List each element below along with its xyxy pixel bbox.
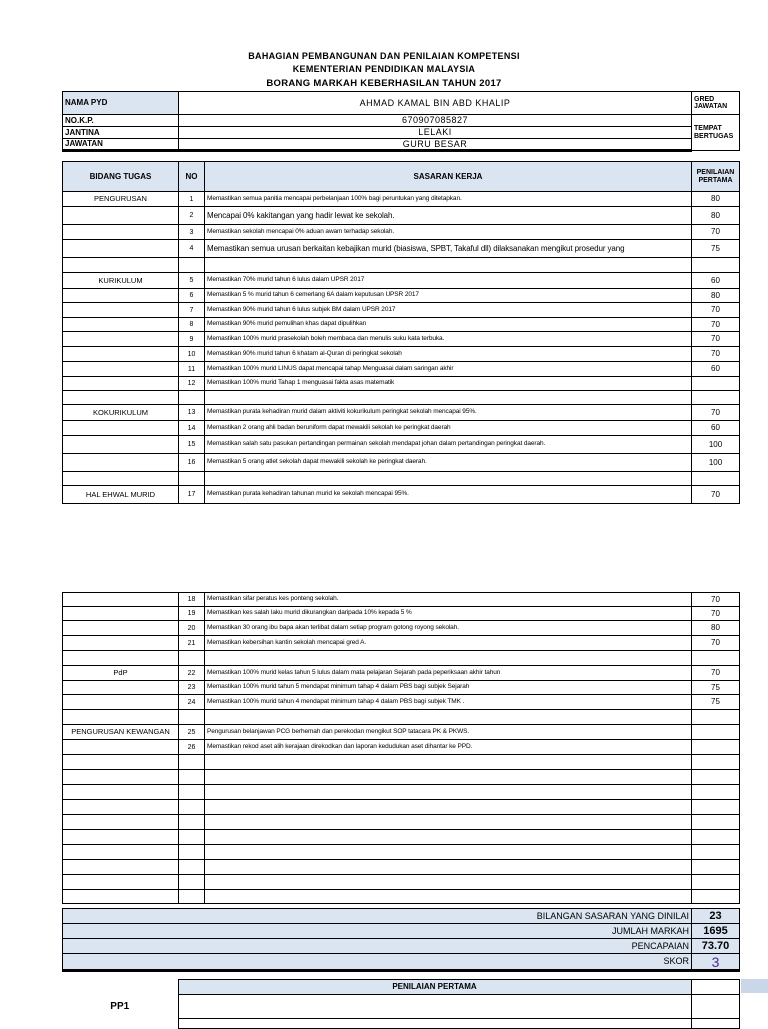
mark-cell: 60 bbox=[692, 421, 740, 436]
table-row bbox=[63, 815, 740, 830]
bidang-cell: KURIKULUM bbox=[63, 273, 179, 289]
sasaran-cell: Memastikan purata kehadiran tahunan murid ke sekolah mencapai 95%. bbox=[205, 486, 692, 504]
no-cell: 13 bbox=[179, 405, 205, 421]
no-cell: 14 bbox=[179, 421, 205, 436]
no-cell: 21 bbox=[179, 636, 205, 651]
sasaran-cell bbox=[205, 770, 692, 785]
bidang-cell bbox=[63, 860, 179, 875]
mark-cell: 70 bbox=[692, 666, 740, 681]
sasaran-cell: Memastikan 100% murid LINUS dapat mencapai tahap Menguasai dalam saringan akhir bbox=[205, 362, 692, 377]
sasaran-cell: Memastikan 90% murid tahun 6 lulus subjek BM dalam UPSR 2017 bbox=[205, 303, 692, 318]
footer-penilaian-label: PENILAIAN PERTAMA bbox=[178, 980, 691, 995]
mark-cell bbox=[692, 651, 740, 666]
no-cell: 20 bbox=[179, 621, 205, 636]
no-cell: 16 bbox=[179, 454, 205, 472]
no-cell bbox=[179, 472, 205, 486]
sasaran-cell: Memastikan 100% murid tahun 4 mendapat minimum tahap 4 dalam PBS bagi subjek TMK . bbox=[205, 695, 692, 710]
table-row bbox=[63, 289, 740, 303]
footer-penilaian-cell bbox=[691, 980, 739, 995]
bidang-cell: PENGURUSAN bbox=[63, 192, 179, 207]
table-row bbox=[63, 636, 740, 651]
no-cell bbox=[179, 830, 205, 845]
no-cell: 23 bbox=[179, 681, 205, 695]
no-cell: 3 bbox=[179, 225, 205, 240]
table-row bbox=[63, 845, 740, 860]
sasaran-cell: Pengurusan belanjawan PCG berhemah dan perekodan mengikut SOP tatacara PK & PKWS. bbox=[205, 725, 692, 740]
no-cell: 1 bbox=[179, 192, 205, 207]
table-row bbox=[63, 770, 740, 785]
no-cell bbox=[179, 755, 205, 770]
info-table bbox=[62, 91, 740, 152]
sasaran-cell: Memastikan kebersihan kantin sekolah mencapai gred A. bbox=[205, 636, 692, 651]
mark-cell: 70 bbox=[692, 593, 740, 607]
table-row bbox=[63, 607, 740, 621]
sasaran-cell bbox=[205, 258, 692, 273]
bidang-cell bbox=[63, 845, 179, 860]
sasaran-cell bbox=[205, 815, 692, 830]
sasaran-cell: Memastikan 70% murid tahun 6 lulus dalam UPSR 2017 bbox=[205, 273, 692, 289]
sasaran-cell bbox=[205, 875, 692, 890]
bidang-cell bbox=[63, 436, 179, 454]
sasaran-cell: Memastikan purata kehadiran murid dalam aktiviti kokurikulum peringkat sekolah mencapai 95%. bbox=[205, 405, 692, 421]
table-row bbox=[63, 860, 740, 875]
sasaran-cell: Memastikan kes salah laku murid dikurangkan daripada 10% kepada 5 % bbox=[205, 607, 692, 621]
header-line-1: BAHAGIAN PEMBANGUNAN DAN PENILAIAN KOMPETENSI bbox=[248, 51, 520, 61]
sasaran-cell: Memastikan 30 orang ibu bapa akan terlibat dalam setiap program gotong royong sekolah. bbox=[205, 621, 692, 636]
no-cell: 5 bbox=[179, 273, 205, 289]
sasaran-cell: Memastikan 100% murid tahun 5 mendapat minimum tahap 4 dalam PBS bagi subjek Sejarah bbox=[205, 681, 692, 695]
col-no: NO bbox=[179, 162, 205, 192]
mark-cell: 70 bbox=[692, 347, 740, 362]
mark-cell: 70 bbox=[692, 486, 740, 504]
no-cell: 25 bbox=[179, 725, 205, 740]
table-row bbox=[63, 593, 740, 607]
mark-cell: 75 bbox=[692, 681, 740, 695]
jantina-value: LELAKI bbox=[179, 127, 692, 139]
bidang-cell: KOKURIKULUM bbox=[63, 405, 179, 421]
mark-cell bbox=[692, 391, 740, 405]
skor-value: 3 bbox=[692, 954, 740, 971]
sasaran-cell bbox=[205, 800, 692, 815]
no-cell: 18 bbox=[179, 593, 205, 607]
table-row bbox=[63, 472, 740, 486]
sasaran-cell bbox=[205, 391, 692, 405]
jantina-label: JANTINA bbox=[63, 127, 179, 139]
mark-cell bbox=[692, 377, 740, 391]
sasaran-cell bbox=[205, 830, 692, 845]
table-row bbox=[63, 258, 740, 273]
no-cell: 6 bbox=[179, 289, 205, 303]
pencapaian-value: 73.70 bbox=[692, 939, 740, 954]
bidang-cell bbox=[63, 332, 179, 347]
bidang-cell bbox=[63, 377, 179, 391]
no-cell: 9 bbox=[179, 332, 205, 347]
sasaran-table-part2 bbox=[62, 592, 740, 904]
jawatan-value: GURU BESAR bbox=[179, 139, 692, 151]
table-row bbox=[63, 405, 740, 421]
bidang-cell bbox=[63, 318, 179, 332]
table-row bbox=[63, 303, 740, 318]
no-cell bbox=[179, 800, 205, 815]
bidang-cell bbox=[63, 240, 179, 258]
nokp-value: 670907085827 bbox=[179, 115, 692, 127]
no-cell bbox=[179, 875, 205, 890]
table-row bbox=[63, 486, 740, 504]
mark-cell bbox=[692, 860, 740, 875]
no-cell bbox=[179, 770, 205, 785]
nama-label: NAMA PYD bbox=[63, 92, 179, 115]
table-row bbox=[63, 347, 740, 362]
mark-cell: 75 bbox=[692, 240, 740, 258]
mark-cell: 80 bbox=[692, 289, 740, 303]
bidang-cell bbox=[63, 830, 179, 845]
mark-cell bbox=[692, 875, 740, 890]
sasaran-cell: Memastikan 5 orang atlet sekolah dapat mewakili sekolah ke peringkat daerah. bbox=[205, 454, 692, 472]
table-row bbox=[63, 240, 740, 258]
sasaran-cell bbox=[205, 710, 692, 725]
mark-cell bbox=[692, 800, 740, 815]
mark-cell: 100 bbox=[692, 436, 740, 454]
bidang-cell bbox=[63, 454, 179, 472]
summary-table bbox=[62, 908, 740, 972]
no-cell: 4 bbox=[179, 240, 205, 258]
table-row bbox=[63, 621, 740, 636]
table-row bbox=[63, 681, 740, 695]
mark-cell bbox=[692, 845, 740, 860]
pencapaian-label: PENCAPAIAN bbox=[63, 939, 692, 954]
mark-cell: 80 bbox=[692, 621, 740, 636]
mark-cell: 70 bbox=[692, 636, 740, 651]
bidang-cell bbox=[63, 740, 179, 755]
no-cell: 2 bbox=[179, 207, 205, 225]
mark-cell: 80 bbox=[692, 192, 740, 207]
pp1-label: PP1 bbox=[110, 1000, 130, 1012]
table-row bbox=[63, 421, 740, 436]
table-row bbox=[63, 362, 740, 377]
nama-value: AHMAD KAMAL BIN ABD KHALIP bbox=[179, 92, 692, 115]
sasaran-cell: Memastikan 100% murid Tahap 1 menguasai fakta asas matematik bbox=[205, 377, 692, 391]
mark-cell bbox=[692, 830, 740, 845]
table-row bbox=[63, 800, 740, 815]
table-row bbox=[63, 454, 740, 472]
pp1-cell bbox=[178, 995, 691, 1019]
sasaran-cell bbox=[205, 472, 692, 486]
no-cell: 11 bbox=[179, 362, 205, 377]
sasaran-cell: Memastikan 90% murid pemulihan khas dapat dipulihkan bbox=[205, 318, 692, 332]
bidang-cell bbox=[63, 755, 179, 770]
sasaran-cell bbox=[205, 755, 692, 770]
side-tab[interactable] bbox=[741, 979, 768, 993]
bidang-cell bbox=[63, 289, 179, 303]
table-row bbox=[63, 391, 740, 405]
no-cell: 17 bbox=[179, 486, 205, 504]
bidang-cell bbox=[63, 621, 179, 636]
bidang-cell: PdP bbox=[63, 666, 179, 681]
header-line-3: BORANG MARKAH KEBERHASILAN TAHUN 2017 bbox=[266, 78, 502, 89]
table-row bbox=[63, 740, 740, 755]
sasaran-cell: Memastikan 90% murid tahun 6 khatam al-Quran di peringkat sekolah bbox=[205, 347, 692, 362]
bidang-cell bbox=[63, 710, 179, 725]
sasaran-table-part1 bbox=[62, 161, 740, 504]
table-row bbox=[63, 192, 740, 207]
sasaran-cell: Memastikan 100% murid prasekolah boleh membaca dan menulis suku kata terbuka. bbox=[205, 332, 692, 347]
sasaran-cell: Memastikan 5 % murid tahun 6 cemerlang 6A dalam keputusan UPSR 2017 bbox=[205, 289, 692, 303]
table-row bbox=[63, 207, 740, 225]
table-row bbox=[63, 436, 740, 454]
no-cell: 24 bbox=[179, 695, 205, 710]
sasaran-cell bbox=[205, 890, 692, 904]
table-row bbox=[63, 875, 740, 890]
mark-cell: 70 bbox=[692, 332, 740, 347]
mark-cell bbox=[692, 710, 740, 725]
mark-cell: 75 bbox=[692, 695, 740, 710]
bilangan-value: 23 bbox=[692, 909, 740, 924]
no-cell: 10 bbox=[179, 347, 205, 362]
table-row bbox=[63, 890, 740, 904]
bidang-cell bbox=[63, 391, 179, 405]
no-cell: 7 bbox=[179, 303, 205, 318]
gred-label: GRED JAWATAN bbox=[692, 92, 740, 115]
mark-cell bbox=[692, 258, 740, 273]
bidang-cell bbox=[63, 362, 179, 377]
mark-cell bbox=[692, 725, 740, 740]
bidang-cell bbox=[63, 890, 179, 904]
sasaran-cell: Memastikan salah satu pasukan pertandingan permainan sekolah mendapat johan dalam pertandingan peringkat daerah. bbox=[205, 436, 692, 454]
no-cell bbox=[179, 391, 205, 405]
bidang-cell bbox=[63, 258, 179, 273]
bidang-cell bbox=[63, 207, 179, 225]
mark-cell bbox=[692, 755, 740, 770]
table-row bbox=[63, 318, 740, 332]
bidang-cell bbox=[63, 770, 179, 785]
table-row bbox=[63, 377, 740, 391]
bidang-cell bbox=[63, 815, 179, 830]
no-cell: 8 bbox=[179, 318, 205, 332]
sasaran-cell: Memastikan sekolah mencapai 0% aduan awam terhadap sekolah. bbox=[205, 225, 692, 240]
sasaran-cell: Memastikan 2 orang ahli badan beruniform dapat mewakili sekolah ke peringkat daerah bbox=[205, 421, 692, 436]
no-cell bbox=[179, 860, 205, 875]
bidang-cell bbox=[63, 785, 179, 800]
jawatan-label: JAWATAN bbox=[63, 139, 179, 151]
bidang-cell bbox=[63, 636, 179, 651]
nokp-label: NO.K.P. bbox=[63, 115, 179, 127]
bidang-cell: PENGURUSAN KEWANGAN bbox=[63, 725, 179, 740]
col-penilaian: PENILAIAN PERTAMA bbox=[692, 162, 740, 192]
sasaran-cell bbox=[205, 651, 692, 666]
footer-blank bbox=[62, 980, 178, 995]
bidang-cell bbox=[63, 225, 179, 240]
sasaran-cell: Memastikan semua urusan berkaitan kebajikan murid (biasiswa, SPBT, Takaful dll) dilaksanakan mengikut prosedur yang bbox=[205, 240, 692, 258]
no-cell bbox=[179, 815, 205, 830]
sasaran-cell: Memastikan 100% murid kelas tahun 5 lulus dalam mata pelajaran Sejarah pada peperiksaan akhir tahun bbox=[205, 666, 692, 681]
sasaran-cell: Memastikan semua panitia mencapai perbelanjaan 100% bagi peruntukan yang ditetapkan. bbox=[205, 192, 692, 207]
col-sasaran: SASARAN KERJA bbox=[205, 162, 692, 192]
bidang-cell bbox=[63, 681, 179, 695]
bidang-cell bbox=[63, 593, 179, 607]
mark-cell bbox=[692, 815, 740, 830]
no-cell bbox=[179, 845, 205, 860]
table-row bbox=[63, 225, 740, 240]
col-bidang: BIDANG TUGAS bbox=[63, 162, 179, 192]
bidang-cell bbox=[63, 421, 179, 436]
table-row bbox=[63, 710, 740, 725]
sasaran-cell: Memastikan rekod aset alih kerajaan direkodkan dan laporan kedudukan aset dihantar ke PPD. bbox=[205, 740, 692, 755]
bidang-cell: HAL EHWAL MURID bbox=[63, 486, 179, 504]
bidang-cell bbox=[63, 651, 179, 666]
mark-cell: 60 bbox=[692, 273, 740, 289]
table-row bbox=[63, 695, 740, 710]
table-row bbox=[63, 755, 740, 770]
header-line-2: KEMENTERIAN PENDIDIKAN MALAYSIA bbox=[292, 64, 476, 74]
no-cell bbox=[179, 710, 205, 725]
sasaran-cell: Mencapai 0% kakitangan yang hadir lewat ke sekolah. bbox=[205, 207, 692, 225]
table-row bbox=[63, 651, 740, 666]
mark-cell bbox=[692, 740, 740, 755]
table-row bbox=[63, 785, 740, 800]
no-cell bbox=[179, 890, 205, 904]
bidang-cell bbox=[63, 875, 179, 890]
mark-cell: 70 bbox=[692, 607, 740, 621]
mark-cell: 70 bbox=[692, 405, 740, 421]
mark-cell: 70 bbox=[692, 225, 740, 240]
bidang-cell bbox=[63, 303, 179, 318]
no-cell bbox=[179, 785, 205, 800]
mark-cell bbox=[692, 472, 740, 486]
table-row bbox=[63, 332, 740, 347]
no-cell bbox=[179, 258, 205, 273]
no-cell: 19 bbox=[179, 607, 205, 621]
jumlah-value: 1695 bbox=[692, 924, 740, 939]
table-row bbox=[63, 725, 740, 740]
jumlah-label: JUMLAH MARKAH bbox=[63, 924, 692, 939]
pp1-mark-cell bbox=[691, 995, 739, 1019]
no-cell: 15 bbox=[179, 436, 205, 454]
sasaran-cell bbox=[205, 845, 692, 860]
bidang-cell bbox=[63, 347, 179, 362]
bilangan-label: BILANGAN SASARAN YANG DINILAI bbox=[63, 909, 692, 924]
sasaran-cell bbox=[205, 860, 692, 875]
bidang-cell bbox=[63, 472, 179, 486]
mark-cell bbox=[692, 890, 740, 904]
tempat-label: TEMPAT BERTUGAS bbox=[692, 115, 740, 151]
table-row bbox=[63, 666, 740, 681]
table-row bbox=[63, 273, 740, 289]
bidang-cell bbox=[63, 695, 179, 710]
mark-cell bbox=[692, 770, 740, 785]
no-cell: 26 bbox=[179, 740, 205, 755]
no-cell: 22 bbox=[179, 666, 205, 681]
no-cell: 12 bbox=[179, 377, 205, 391]
footer-table bbox=[62, 979, 740, 1029]
mark-cell: 70 bbox=[692, 318, 740, 332]
sasaran-cell bbox=[205, 785, 692, 800]
bidang-cell bbox=[63, 800, 179, 815]
mark-cell: 80 bbox=[692, 207, 740, 225]
skor-label: SKOR bbox=[63, 954, 692, 971]
mark-cell bbox=[692, 785, 740, 800]
sasaran-cell: Memastikan sifar peratus kes ponteng sekolah. bbox=[205, 593, 692, 607]
mark-cell: 100 bbox=[692, 454, 740, 472]
mark-cell: 60 bbox=[692, 362, 740, 377]
table-row bbox=[63, 830, 740, 845]
mark-cell: 70 bbox=[692, 303, 740, 318]
bidang-cell bbox=[63, 607, 179, 621]
no-cell bbox=[179, 651, 205, 666]
